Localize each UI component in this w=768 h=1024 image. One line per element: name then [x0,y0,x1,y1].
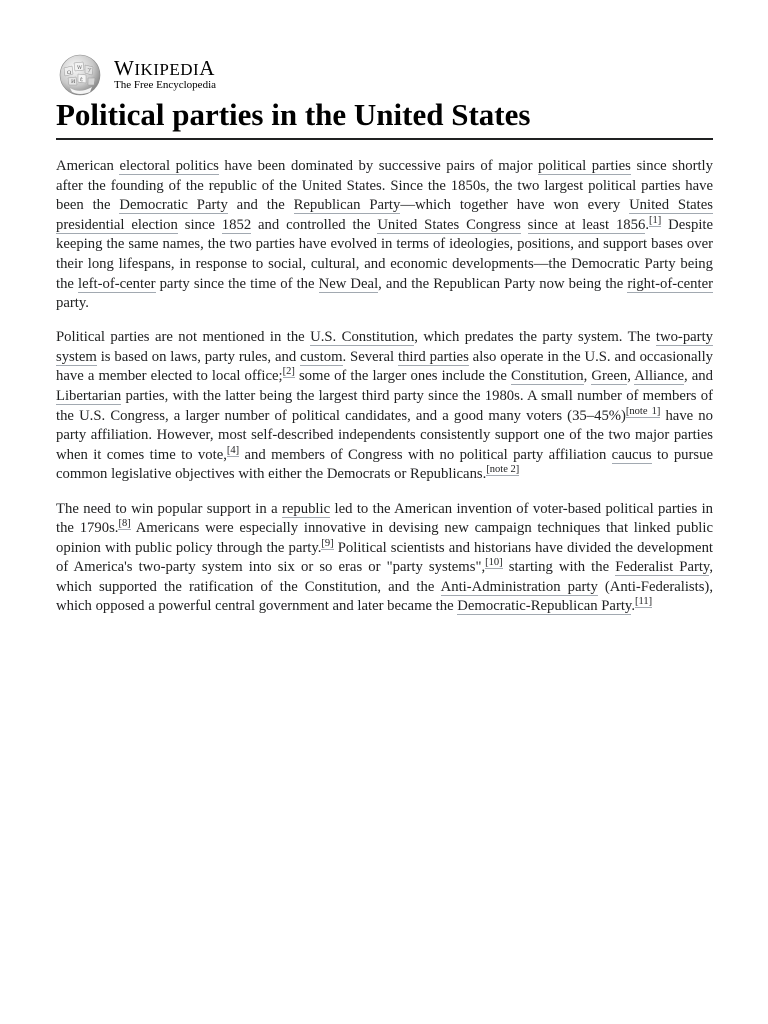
citation-note-2[interactable]: [note 2] [486,464,520,476]
svg-text:ع: ع [80,76,83,82]
article-body [56,157,713,632]
link-two-party-system[interactable]: two-party system [56,329,713,365]
link-republic[interactable]: republic [281,500,331,517]
citation-8[interactable]: [8] [118,518,131,530]
link-federalist-party[interactable]: Federalist Party [615,559,710,576]
paragraph-1: American electoral politics have been dominated by successive pairs of major political parties since shortly after the founding of the republic of the United States. Since the 1850s, the two largest political parties have been the Democratic Party and the Republican Party—which together have won every United States presidential election since 1852 and controlled the United States Congress since at least 1856.[1] Despite keeping the same names, the two parties have evolved in terms of ideologies, positions, and support bases over their long lifespans, in response to social, cultural, and economic developments—the Democratic Party being the left-of-center party since the time of the New Deal, and the Republican Party now being the right-of-center party. [56,158,713,312]
link-caucus[interactable]: caucus [611,446,652,463]
link-right-of-center[interactable]: right-of-center [627,275,713,292]
citation-9[interactable]: [9] [321,537,334,549]
citation-10[interactable]: [10] [485,557,503,569]
link-electoral-politics[interactable]: electoral politics [119,158,219,174]
link-republican-party[interactable]: Republican Party [293,197,401,214]
link-custom[interactable]: custom [300,348,343,365]
wikipedia-wordmark: WIKIPEDIA [114,56,215,80]
link-left-of-center[interactable]: left-of-center [78,275,156,292]
link-1852[interactable]: 1852 [221,216,252,233]
svg-text:И: И [71,79,76,85]
link-us-presidential-election[interactable]: United States presidential election [56,197,713,233]
link-green-party[interactable]: Green [591,368,628,385]
link-political-parties[interactable]: political parties [538,158,631,174]
link-anti-administration-party[interactable]: Anti-Administration party [440,578,598,595]
link-libertarian-party[interactable]: Libertarian [56,388,122,405]
citation-note-1[interactable]: [note 1] [625,405,661,417]
link-alliance-party[interactable]: Alliance [634,368,684,385]
link-since-at-least-1856[interactable]: since at least 1856 [527,216,646,233]
svg-text:Ω: Ω [67,70,72,76]
paragraph-3: The need to win popular support in a republic led to the American invention of voter-based political parties in the 1790s.[8] Americans were especially innovative in devising new campaign techniques that linked public opinion with public policy through the party.[9] Political scientists and historians have divided the development of America's two-party system into six or so eras or "party systems",[10] starting with the Federalist Party, which supported the ratification of the Constitution, and the Anti-Administration party (Anti-Federalists), which opposed a powerful central government and later became the Democratic-Republican Party.[11] [56,500,714,615]
link-new-deal[interactable]: New Deal [318,275,379,292]
link-third-parties[interactable]: third parties [398,348,469,365]
link-democratic-republican-party[interactable]: Democratic-Republican Party [457,598,632,615]
link-democratic-party[interactable]: Democratic Party [119,197,228,214]
citation-2[interactable]: [2] [282,366,295,378]
svg-text:W: W [77,65,83,71]
wikipedia-tagline: The Free Encyclopedia [114,79,217,91]
wikipedia-globe-icon [56,54,104,96]
svg-text:ア: ア [87,68,93,74]
paragraph-2: Political parties are not mentioned in the U.S. Constitution, which predates the party system. The two-party system is based on laws, party rules, and custom. Several third parties also operate in the U.S. and occasionally have a member elected to local office;[2] some of the larger ones include the Constitution, Green, Alliance, and Libertarian parties, with the latter being the largest third party since the 1980s. A small number of members of the U.S. Congress, a larger number of political candidates, and a good many voters (35–45%)[note 1] have no party affiliation. However, most self-described independents consistently support one of the two major parties when it comes time to vote,[4] and members of Congress with no political party affiliation caucus to pursue common legislative objectives with either the Democrats or Republicans.[note 2] [56,329,713,483]
citation-4[interactable]: [4] [226,444,240,456]
citation-11[interactable]: [11] [634,596,653,608]
page-title: Political parties in the United States [56,96,713,140]
link-us-congress[interactable]: United States Congress [377,216,521,233]
link-constitution-party[interactable]: Constitution [510,368,584,385]
link-us-constitution[interactable]: U.S. Constitution [310,329,415,346]
citation-1[interactable]: [1] [649,214,662,226]
